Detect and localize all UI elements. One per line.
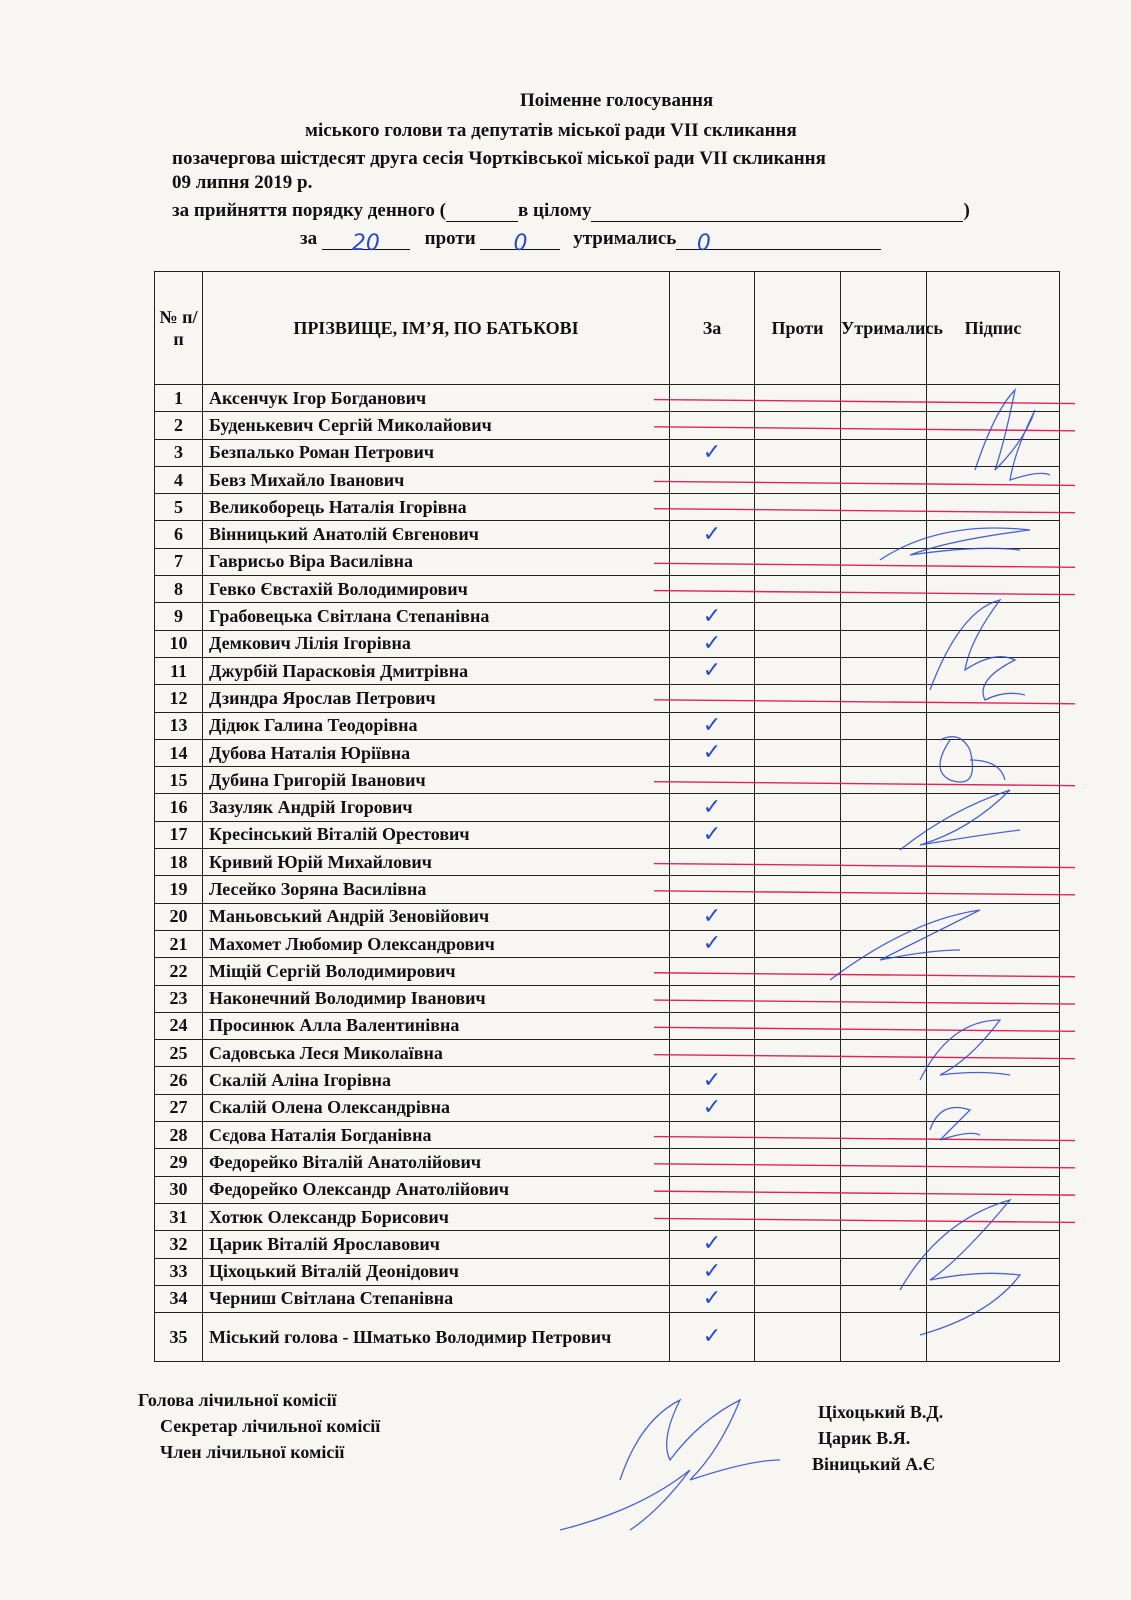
row-name: Черниш Світлана Степанівна <box>203 1285 670 1312</box>
session-date: 09 липня 2019 р. <box>172 172 313 193</box>
row-vote-against <box>755 767 841 794</box>
against-label: проти <box>424 228 476 249</box>
row-vote-abstain <box>841 1231 927 1258</box>
row-vote-abstain <box>841 385 927 412</box>
abstain-label: утримались <box>573 228 677 249</box>
row-signature <box>927 767 1060 794</box>
row-signature <box>927 494 1060 521</box>
row-name: Дідюк Галина Теодорівна <box>203 712 670 739</box>
row-vote-for <box>670 712 755 739</box>
check-mark-icon: ✓ <box>702 1324 722 1350</box>
table-row <box>155 412 1060 439</box>
row-name: Федорейко Віталій Анатолійович <box>203 1149 670 1176</box>
row-vote-against <box>755 1203 841 1230</box>
row-signature <box>927 521 1060 548</box>
row-vote-for <box>670 1094 755 1121</box>
row-number: 10 <box>155 630 203 657</box>
row-vote-abstain <box>841 1040 927 1067</box>
commission-member-role: Член лічильної комісії <box>160 1442 345 1462</box>
row-vote-for <box>670 466 755 493</box>
row-vote-for <box>670 821 755 848</box>
row-number: 13 <box>155 712 203 739</box>
check-mark-icon: ✓ <box>702 521 722 547</box>
row-signature <box>927 876 1060 903</box>
row-vote-against <box>755 958 841 985</box>
row-vote-abstain <box>841 685 927 712</box>
row-vote-for <box>670 1040 755 1067</box>
table-row <box>155 1149 1060 1176</box>
row-vote-against <box>755 1012 841 1039</box>
row-number: 14 <box>155 739 203 766</box>
row-name: Демкович Лілія Ігорівна <box>203 630 670 657</box>
check-mark-icon: ✓ <box>702 630 722 656</box>
row-vote-abstain <box>841 903 927 930</box>
table-row <box>155 548 1060 575</box>
col-for-header: За <box>670 272 755 385</box>
row-name: Сєдова Наталія Богданівна <box>203 1122 670 1149</box>
row-vote-against <box>755 1122 841 1149</box>
row-vote-abstain <box>841 985 927 1012</box>
row-vote-against <box>755 521 841 548</box>
row-signature <box>927 685 1060 712</box>
row-signature <box>927 739 1060 766</box>
row-vote-abstain <box>841 603 927 630</box>
table-row <box>155 1176 1060 1203</box>
row-vote-against <box>755 1313 841 1362</box>
row-signature <box>927 466 1060 493</box>
table-row <box>155 739 1060 766</box>
row-vote-abstain <box>841 439 927 466</box>
row-number: 29 <box>155 1149 203 1176</box>
table-row <box>155 794 1060 821</box>
vote-subject <box>172 200 970 222</box>
row-vote-for <box>670 494 755 521</box>
table-body <box>155 385 1060 1362</box>
row-vote-against <box>755 739 841 766</box>
col-num-header: № п/п <box>155 272 203 385</box>
check-mark-icon: ✓ <box>702 794 722 820</box>
row-number: 32 <box>155 1231 203 1258</box>
row-number: 31 <box>155 1203 203 1230</box>
table-row <box>155 849 1060 876</box>
row-number: 15 <box>155 767 203 794</box>
row-name: Лесейко Зоряна Василівна <box>203 876 670 903</box>
table-row <box>155 767 1060 794</box>
row-name: Зазуляк Андрій Ігорович <box>203 794 670 821</box>
row-vote-against <box>755 603 841 630</box>
row-vote-against <box>755 985 841 1012</box>
table-row <box>155 1313 1060 1362</box>
voting-table <box>154 271 1060 1362</box>
doc-title: Поіменне голосування <box>520 90 714 111</box>
row-vote-for <box>670 630 755 657</box>
row-name: Наконечний Володимир Іванович <box>203 985 670 1012</box>
row-name: Хотюк Олександр Борисович <box>203 1203 670 1230</box>
row-signature <box>927 385 1060 412</box>
row-name: Дубина Григорій Іванович <box>203 767 670 794</box>
row-vote-against <box>755 548 841 575</box>
table-row <box>155 494 1060 521</box>
row-name: Ціхоцький Віталій Деонідович <box>203 1258 670 1285</box>
row-vote-against <box>755 385 841 412</box>
row-signature <box>927 985 1060 1012</box>
table-row <box>155 1231 1060 1258</box>
row-vote-for <box>670 767 755 794</box>
row-vote-against <box>755 466 841 493</box>
row-vote-for <box>670 1258 755 1285</box>
doc-subtitle: міського голови та депутатів міської ради VII скликання <box>305 120 797 141</box>
row-vote-for <box>670 903 755 930</box>
row-vote-abstain <box>841 930 927 957</box>
row-name: Маньовський Андрій Зеновійович <box>203 903 670 930</box>
check-mark-icon: ✓ <box>702 903 722 929</box>
row-signature <box>927 849 1060 876</box>
commission-member-name: Віницький А.Є <box>812 1454 935 1474</box>
row-number: 35 <box>155 1313 203 1362</box>
row-signature <box>927 657 1060 684</box>
row-number: 12 <box>155 685 203 712</box>
row-number: 34 <box>155 1285 203 1312</box>
row-vote-for <box>670 1012 755 1039</box>
row-vote-abstain <box>841 412 927 439</box>
row-vote-for <box>670 958 755 985</box>
row-number: 28 <box>155 1122 203 1149</box>
row-vote-abstain <box>841 876 927 903</box>
row-name: Кривий Юрій Михайлович <box>203 849 670 876</box>
col-sign-header: Підпис <box>927 272 1060 385</box>
row-vote-abstain <box>841 466 927 493</box>
row-vote-for <box>670 1176 755 1203</box>
table-header <box>155 272 1060 385</box>
row-number: 5 <box>155 494 203 521</box>
session-line: позачергова шістдесят друга сесія Чортківської міської ради VII скликання <box>172 148 826 169</box>
row-vote-against <box>755 1285 841 1312</box>
row-vote-for <box>670 1203 755 1230</box>
row-vote-abstain <box>841 576 927 603</box>
table-row <box>155 576 1060 603</box>
row-name: Бевз Михайло Іванович <box>203 466 670 493</box>
row-vote-abstain <box>841 657 927 684</box>
row-signature <box>927 630 1060 657</box>
table-row <box>155 985 1060 1012</box>
row-number: 23 <box>155 985 203 1012</box>
row-vote-for <box>670 439 755 466</box>
row-number: 7 <box>155 548 203 575</box>
table-row <box>155 903 1060 930</box>
row-number: 9 <box>155 603 203 630</box>
row-number: 6 <box>155 521 203 548</box>
row-name: Скалій Олена Олександрівна <box>203 1094 670 1121</box>
table-row <box>155 685 1060 712</box>
row-number: 26 <box>155 1067 203 1094</box>
row-vote-against <box>755 439 841 466</box>
against-count: 0 <box>513 231 528 256</box>
row-name: Дзиндра Ярослав Петрович <box>203 685 670 712</box>
row-number: 21 <box>155 930 203 957</box>
row-signature <box>927 1067 1060 1094</box>
row-vote-against <box>755 1149 841 1176</box>
row-number: 19 <box>155 876 203 903</box>
table-row <box>155 466 1060 493</box>
row-vote-against <box>755 821 841 848</box>
row-vote-for <box>670 521 755 548</box>
row-number: 8 <box>155 576 203 603</box>
row-vote-abstain <box>841 739 927 766</box>
row-vote-against <box>755 794 841 821</box>
row-vote-for <box>670 412 755 439</box>
row-vote-for <box>670 794 755 821</box>
row-signature <box>927 1203 1060 1230</box>
row-vote-for <box>670 385 755 412</box>
row-vote-for <box>670 1285 755 1312</box>
commission-chair-role: Голова лічильної комісії <box>138 1390 337 1410</box>
row-number: 11 <box>155 657 203 684</box>
row-vote-against <box>755 1067 841 1094</box>
row-vote-abstain <box>841 958 927 985</box>
row-signature <box>927 576 1060 603</box>
row-name: Скалій Аліна Ігорівна <box>203 1067 670 1094</box>
row-vote-abstain <box>841 548 927 575</box>
abstain-count: 0 <box>696 231 711 256</box>
row-vote-against <box>755 657 841 684</box>
for-count: 20 <box>351 231 380 256</box>
row-vote-for <box>670 1067 755 1094</box>
row-signature <box>927 903 1060 930</box>
row-vote-for <box>670 1231 755 1258</box>
row-number: 18 <box>155 849 203 876</box>
row-signature <box>927 412 1060 439</box>
row-vote-against <box>755 1176 841 1203</box>
row-signature <box>927 1258 1060 1285</box>
row-vote-against <box>755 412 841 439</box>
table-row <box>155 657 1060 684</box>
check-mark-icon: ✓ <box>702 603 722 629</box>
check-mark-icon: ✓ <box>702 1285 722 1311</box>
row-name: Джурбій Парасковія Дмитрівна <box>203 657 670 684</box>
row-vote-against <box>755 494 841 521</box>
table-row <box>155 1285 1060 1312</box>
row-vote-against <box>755 876 841 903</box>
row-vote-for <box>670 930 755 957</box>
row-vote-abstain <box>841 1203 927 1230</box>
row-vote-for <box>670 603 755 630</box>
row-name: Дубова Наталія Юріївна <box>203 739 670 766</box>
table-row <box>155 385 1060 412</box>
row-vote-abstain <box>841 849 927 876</box>
check-mark-icon: ✓ <box>702 740 722 765</box>
row-vote-against <box>755 1040 841 1067</box>
row-signature <box>927 1176 1060 1203</box>
subject-suffix: ) <box>963 200 970 221</box>
check-mark-icon: ✓ <box>702 439 722 465</box>
row-number: 27 <box>155 1094 203 1121</box>
row-signature <box>927 1012 1060 1039</box>
row-signature <box>927 603 1060 630</box>
table-row <box>155 712 1060 739</box>
row-signature <box>927 930 1060 957</box>
row-name: Міщій Сергій Володимирович <box>203 958 670 985</box>
vote-totals <box>300 228 881 256</box>
row-signature <box>927 712 1060 739</box>
row-number: 33 <box>155 1258 203 1285</box>
row-vote-abstain <box>841 1094 927 1121</box>
row-number: 16 <box>155 794 203 821</box>
row-vote-abstain <box>841 712 927 739</box>
row-number: 3 <box>155 439 203 466</box>
table-row <box>155 1122 1060 1149</box>
check-mark-icon: ✓ <box>702 1231 722 1257</box>
row-vote-against <box>755 630 841 657</box>
row-name: Великоборець Наталія Ігорівна <box>203 494 670 521</box>
table-row <box>155 821 1060 848</box>
row-number: 4 <box>155 466 203 493</box>
row-vote-for <box>670 548 755 575</box>
row-vote-abstain <box>841 1258 927 1285</box>
commission-secretary-role: Секретар лічильної комісії <box>160 1416 381 1436</box>
row-vote-abstain <box>841 1067 927 1094</box>
row-vote-abstain <box>841 1176 927 1203</box>
table-row <box>155 958 1060 985</box>
row-number: 30 <box>155 1176 203 1203</box>
check-mark-icon: ✓ <box>702 1258 722 1284</box>
row-vote-against <box>755 712 841 739</box>
row-name: Грабовецька Світлана Степанівна <box>203 603 670 630</box>
row-name: Безпалько Роман Петрович <box>203 439 670 466</box>
row-signature <box>927 794 1060 821</box>
row-vote-for <box>670 876 755 903</box>
table-row <box>155 439 1060 466</box>
row-name: Аксенчук Ігор Богданович <box>203 385 670 412</box>
row-vote-for <box>670 985 755 1012</box>
row-vote-against <box>755 849 841 876</box>
check-mark-icon: ✓ <box>702 712 722 738</box>
row-signature <box>927 958 1060 985</box>
row-signature <box>927 1285 1060 1312</box>
row-vote-abstain <box>841 1285 927 1312</box>
row-signature <box>927 1149 1060 1176</box>
check-mark-icon: ✓ <box>702 1067 722 1093</box>
row-vote-against <box>755 685 841 712</box>
row-number: 2 <box>155 412 203 439</box>
check-mark-icon: ✓ <box>702 931 722 957</box>
row-name: Федорейко Олександр Анатолійович <box>203 1176 670 1203</box>
row-vote-against <box>755 930 841 957</box>
table-row <box>155 1012 1060 1039</box>
row-vote-against <box>755 1231 841 1258</box>
col-abstain-header: Утримались <box>841 272 927 385</box>
table-row <box>155 876 1060 903</box>
row-vote-for <box>670 739 755 766</box>
row-signature <box>927 1094 1060 1121</box>
row-signature <box>927 548 1060 575</box>
row-vote-for <box>670 685 755 712</box>
row-signature <box>927 1040 1060 1067</box>
row-signature <box>927 1231 1060 1258</box>
row-vote-abstain <box>841 1313 927 1362</box>
row-vote-against <box>755 576 841 603</box>
row-vote-abstain <box>841 1122 927 1149</box>
subject-prefix: за прийняття порядку денного ( <box>172 200 446 221</box>
row-number: 22 <box>155 958 203 985</box>
row-signature <box>927 1313 1060 1362</box>
row-name: Міський голова - Шматько Володимир Петрович <box>203 1313 670 1362</box>
commission-chair-name: Ціхоцький В.Д. <box>818 1402 944 1422</box>
table-row <box>155 1067 1060 1094</box>
row-vote-abstain <box>841 1012 927 1039</box>
row-name: Гаврисьо Віра Василівна <box>203 548 670 575</box>
row-vote-abstain <box>841 821 927 848</box>
row-name: Садовська Леся Миколаївна <box>203 1040 670 1067</box>
table-row <box>155 930 1060 957</box>
row-signature <box>927 1122 1060 1149</box>
table-row <box>155 1094 1060 1121</box>
row-vote-for <box>670 1122 755 1149</box>
col-against-header: Проти <box>755 272 841 385</box>
check-mark-icon: ✓ <box>702 658 722 684</box>
row-name: Гевко Євстахій Володимирович <box>203 576 670 603</box>
table-row <box>155 1040 1060 1067</box>
row-vote-for <box>670 849 755 876</box>
row-number: 17 <box>155 821 203 848</box>
row-vote-abstain <box>841 794 927 821</box>
row-vote-for <box>670 576 755 603</box>
row-name: Просинюк Алла Валентинівна <box>203 1012 670 1039</box>
row-vote-against <box>755 1094 841 1121</box>
for-label: за <box>300 228 318 249</box>
table-row <box>155 1258 1060 1285</box>
row-vote-for <box>670 1149 755 1176</box>
commission-secretary-name: Царик В.Я. <box>818 1428 911 1448</box>
check-mark-icon: ✓ <box>702 821 722 847</box>
row-vote-abstain <box>841 630 927 657</box>
row-name: Царик Віталій Ярославович <box>203 1231 670 1258</box>
row-vote-abstain <box>841 767 927 794</box>
row-vote-for <box>670 1313 755 1362</box>
row-name: Буденькевич Сергій Миколайович <box>203 412 670 439</box>
check-mark-icon: ✓ <box>702 1094 722 1120</box>
row-vote-abstain <box>841 494 927 521</box>
row-number: 25 <box>155 1040 203 1067</box>
row-number: 24 <box>155 1012 203 1039</box>
table-row <box>155 1203 1060 1230</box>
table-row <box>155 630 1060 657</box>
row-signature <box>927 821 1060 848</box>
row-number: 20 <box>155 903 203 930</box>
col-name-header: ПРІЗВИЩЕ, ІМ’Я, ПО БАТЬКОВІ <box>203 272 670 385</box>
row-vote-for <box>670 657 755 684</box>
row-name: Вінницький Анатолій Євгенович <box>203 521 670 548</box>
row-signature <box>927 439 1060 466</box>
row-number: 1 <box>155 385 203 412</box>
row-vote-against <box>755 903 841 930</box>
table-row <box>155 521 1060 548</box>
subject-mid: в цілому <box>517 200 592 221</box>
row-vote-against <box>755 1258 841 1285</box>
row-name: Кресінський Віталій Орестович <box>203 821 670 848</box>
table-row <box>155 603 1060 630</box>
row-name: Махомет Любомир Олександрович <box>203 930 670 957</box>
row-vote-abstain <box>841 1149 927 1176</box>
row-vote-abstain <box>841 521 927 548</box>
